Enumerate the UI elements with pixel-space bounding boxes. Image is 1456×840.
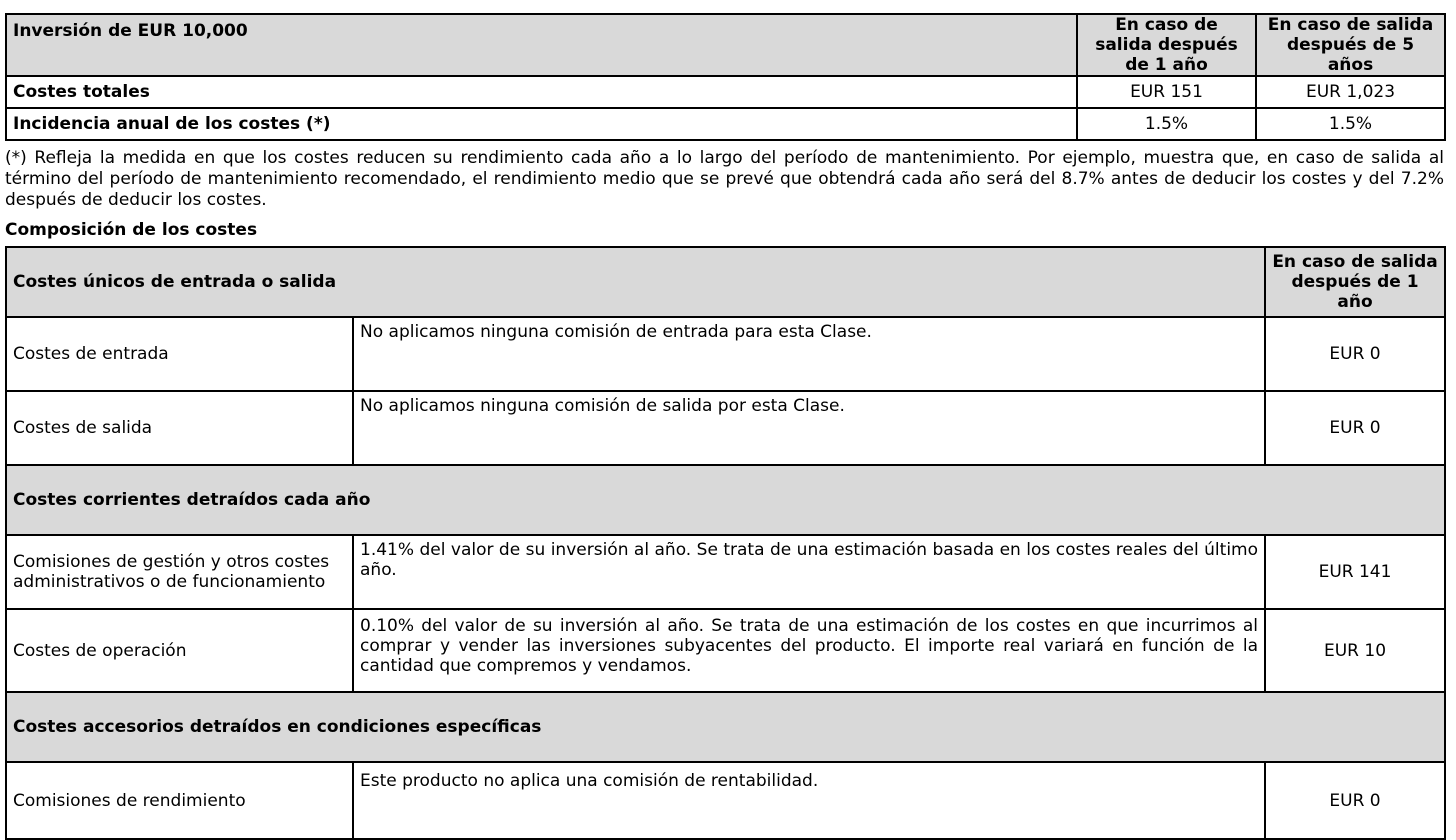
table-row: [6, 317, 1445, 391]
cost-description: No aplicamos ninguna comisión de entrada para esta Clase.: [353, 317, 1265, 391]
cost-label: Comisiones de gestión y otros costes administrativos o de funcionamiento: [6, 535, 353, 609]
table-row: [6, 535, 1445, 609]
section-header-row: [6, 465, 1445, 535]
col-exit-1-year: En caso de salida después de 1 año: [1265, 247, 1445, 317]
col-exit-1-year: En caso de salida después de 1 año: [1077, 14, 1256, 76]
investment-title: Inversión de EUR 10,000: [6, 14, 1077, 76]
section-header-row: [6, 692, 1445, 762]
section-title: Composición de los costes: [5, 220, 258, 240]
row-value-1y: EUR 151: [1077, 76, 1256, 108]
row-value-5y: EUR 1,023: [1256, 76, 1445, 108]
table-row: [6, 108, 1445, 140]
cost-value: EUR 0: [1265, 391, 1445, 465]
cost-label: Costes de salida: [6, 391, 353, 465]
cost-value: EUR 10: [1265, 609, 1445, 692]
cost-description: No aplicamos ninguna comisión de salida por esta Clase.: [353, 391, 1265, 465]
cost-description: Este producto no aplica una comisión de rentabilidad.: [353, 762, 1265, 839]
section-title-ongoing: Costes corrientes detraídos cada año: [6, 465, 1445, 535]
table-row: [6, 762, 1445, 839]
summary-header-row: [6, 14, 1445, 76]
section-title-one-off: Costes únicos de entrada o salida: [6, 247, 1265, 317]
cost-description: 0.10% del valor de su inversión al año. Se trata de una estimación de los costes en que incurrimos al comprar y vender las inversiones subyacentes del producto. El importe real variará en función de la cantidad que compremos y vendamos.: [353, 609, 1265, 692]
cost-composition-table: [5, 246, 1446, 840]
section-header-row: [6, 247, 1445, 317]
section-title-incidental: Costes accesorios detraídos en condiciones específicas: [6, 692, 1445, 762]
cost-value: EUR 141: [1265, 535, 1445, 609]
row-value-1y: 1.5%: [1077, 108, 1256, 140]
summary-table: [5, 13, 1446, 141]
cost-label: Costes de operación: [6, 609, 353, 692]
table-row: [6, 391, 1445, 465]
cost-label: Costes de entrada: [6, 317, 353, 391]
row-label: Costes totales: [6, 76, 1077, 108]
row-value-5y: 1.5%: [1256, 108, 1445, 140]
table-row: [6, 76, 1445, 108]
cost-description: 1.41% del valor de su inversión al año. Se trata de una estimación basada en los costes reales del último año.: [353, 535, 1265, 609]
table-row: [6, 609, 1445, 692]
footnote: (*) Refleja la medida en que los costes reducen su rendimiento cada año a lo largo del período de mantenimiento. Por ejemplo, muestra que, en caso de salida al término del período de mantenimiento recomendado, el rendimiento medio que se prevé que obtendrá cada año será del 8.7% antes de deducir los costes y del 7.2% después de deducir los costes.: [5, 148, 1444, 210]
cost-label: Comisiones de rendimiento: [6, 762, 353, 839]
row-label: Incidencia anual de los costes (*): [6, 108, 1077, 140]
cost-value: EUR 0: [1265, 317, 1445, 391]
cost-value: EUR 0: [1265, 762, 1445, 839]
col-exit-5-years: En caso de salida después de 5 años: [1256, 14, 1445, 76]
